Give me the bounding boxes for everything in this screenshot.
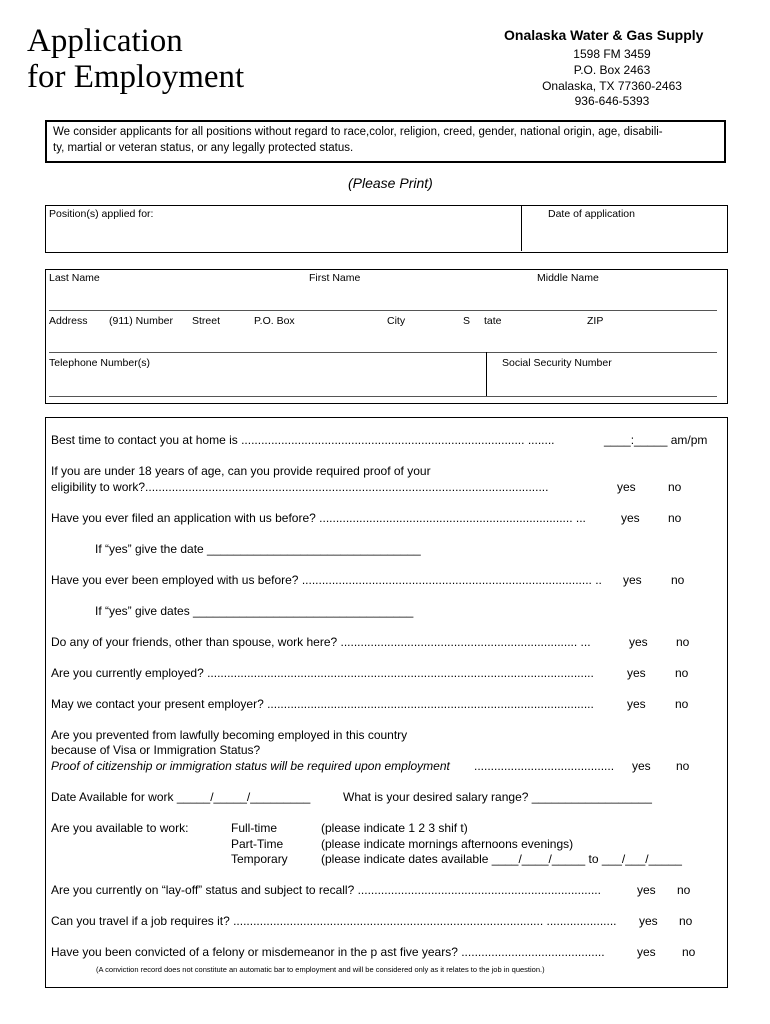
address-underline: [49, 352, 717, 353]
best-time-question: Best time to contact you at home is ..................................................................................... ........: [51, 433, 555, 447]
state-label-rest: tate: [484, 315, 502, 327]
travel-yes[interactable]: yes: [639, 914, 658, 928]
temporary-option[interactable]: Temporary: [231, 852, 288, 866]
travel-no[interactable]: no: [679, 914, 693, 928]
friends-no[interactable]: no: [676, 635, 690, 649]
currently-employed-question: Are you currently employed? ....................................................................................................................: [51, 666, 594, 680]
layoff-no[interactable]: no: [677, 883, 691, 897]
filed-date-field[interactable]: If “yes” give the date ________________________________: [95, 542, 421, 556]
employed-before-yes[interactable]: yes: [623, 573, 642, 587]
company-address-2: P.O. Box 2463: [573, 63, 651, 77]
title-line-1: Application: [27, 23, 183, 59]
address-label: Address: [49, 315, 88, 327]
ssn-label: Social Security Number: [502, 357, 612, 369]
eeo-notice: [45, 120, 726, 163]
number-label: (911) Number: [109, 315, 173, 327]
filed-before-yes[interactable]: yes: [621, 511, 640, 525]
company-phone: 936-646-5393: [574, 94, 650, 108]
date-of-application-label: Date of application: [548, 208, 635, 220]
state-label-s: S: [463, 315, 471, 327]
position-label: Position(s) applied for:: [49, 208, 154, 220]
under18-question-line-1: If you are under 18 years of age, can you provide required proof of your: [51, 464, 431, 478]
telephone-label: Telephone Number(s): [49, 357, 150, 369]
title-line-2: for Employment: [27, 59, 245, 95]
fulltime-note: (please indicate 1 2 3 shif t): [321, 821, 468, 835]
best-time-blank[interactable]: ____:_____ am/pm: [604, 433, 708, 447]
city-label: City: [387, 315, 406, 327]
currently-employed-no[interactable]: no: [675, 666, 689, 680]
friends-yes[interactable]: yes: [629, 635, 648, 649]
zip-label: ZIP: [587, 315, 604, 327]
felony-question: Have you been convicted of a felony or misdemeanor in the p ast five years? ...........................................: [51, 945, 605, 959]
company-address-1: 1598 FM 3459: [573, 47, 651, 61]
date-available-field[interactable]: Date Available for work _____/_____/_________: [51, 790, 311, 804]
under18-no[interactable]: no: [668, 480, 682, 494]
position-divider: [521, 206, 522, 251]
friends-question: Do any of your friends, other than spouse, work here? ....................................................................... ...: [51, 635, 591, 649]
salary-range-field[interactable]: What is your desired salary range? __________________: [343, 790, 652, 804]
please-print: (Please Print): [348, 175, 433, 191]
phone-underline: [49, 396, 717, 397]
parttime-option[interactable]: Part-Time: [231, 837, 284, 851]
layoff-question: Are you currently on “lay-off” status and subject to recall? .........................................................................: [51, 883, 601, 897]
availability-label: Are you available to work:: [51, 821, 189, 835]
po-box-label: P.O. Box: [254, 315, 295, 327]
fulltime-option[interactable]: Full-time: [231, 821, 278, 835]
personal-info-box[interactable]: [45, 269, 728, 404]
visa-yes[interactable]: yes: [632, 759, 651, 773]
visa-no[interactable]: no: [676, 759, 690, 773]
employed-before-no[interactable]: no: [671, 573, 685, 587]
company-address-3: Onalaska, TX 77360-2463: [542, 79, 682, 93]
company-name: Onalaska Water & Gas Supply: [504, 27, 704, 43]
street-label: Street: [192, 315, 221, 327]
travel-question: Can you travel if a job requires it? ............................................................................................. .....................: [51, 914, 617, 928]
name-underline: [49, 310, 717, 311]
under18-question-line-2: eligibility to work?.........................................................................................................................: [51, 480, 549, 494]
position-box[interactable]: [45, 205, 728, 253]
filed-before-question: Have you ever filed an application with us before? ............................................................................ ...: [51, 511, 586, 525]
conviction-footnote: (A conviction record does not constitute an automatic bar to employment and will be considered only as it relates to the job in question.): [96, 965, 545, 974]
visa-question-line-2: because of Visa or Immigration Status?: [51, 743, 261, 757]
contact-employer-no[interactable]: no: [675, 697, 689, 711]
contact-employer-question: May we contact your present employer? ..................................................................................................: [51, 697, 594, 711]
contact-employer-yes[interactable]: yes: [627, 697, 646, 711]
employed-before-question: Have you ever been employed with us before? ....................................................................................... ..: [51, 573, 602, 587]
under18-yes[interactable]: yes: [617, 480, 636, 494]
layoff-yes[interactable]: yes: [637, 883, 656, 897]
last-name-label: Last Name: [49, 272, 100, 284]
phone-ssn-divider: [486, 352, 487, 396]
visa-dots: ..........................................: [474, 759, 615, 773]
temporary-note[interactable]: (please indicate dates available ____/____/_____ to ___/___/_____: [321, 852, 682, 866]
felony-yes[interactable]: yes: [637, 945, 656, 959]
visa-question-line-1: Are you prevented from lawfully becoming employed in this country: [51, 728, 408, 742]
visa-question-line-3: Proof of citizenship or immigration status will be required upon employment: [51, 759, 450, 773]
eeo-notice-line-1: We consider applicants for all positions without regard to race,color, religion, creed, gender, national origin, age, disabili-: [53, 126, 663, 138]
currently-employed-yes[interactable]: yes: [627, 666, 646, 680]
felony-no[interactable]: no: [682, 945, 696, 959]
parttime-note: (please indicate mornings afternoons evenings): [321, 837, 574, 851]
middle-name-label: Middle Name: [537, 272, 599, 284]
eeo-notice-line-2: ty, martial or veteran status, or any legally protected status.: [53, 142, 354, 154]
employed-dates-field[interactable]: If “yes” give dates _________________________________: [95, 604, 414, 618]
first-name-label: First Name: [309, 272, 361, 284]
filed-before-no[interactable]: no: [668, 511, 682, 525]
